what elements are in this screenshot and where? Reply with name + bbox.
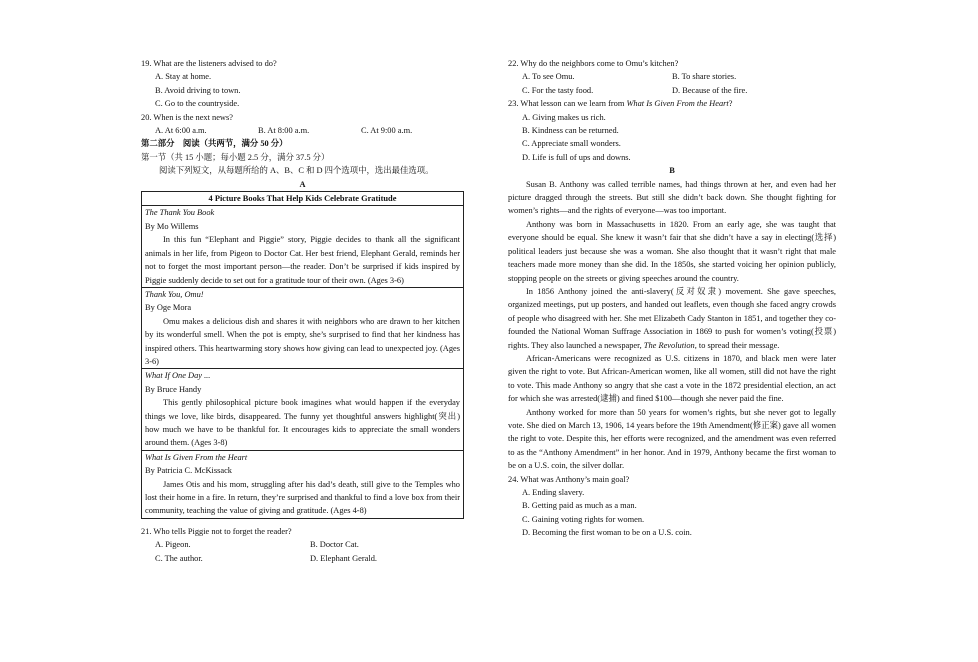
paragraph-3-end: , to spread their message.	[694, 340, 780, 350]
section-one-heading: 第一节（共 15 小题；每小题 2.5 分，满分 37.5 分）	[141, 152, 330, 162]
table-title: 4 Picture Books That Help Kids Celebrate Gratitude	[142, 192, 463, 206]
question-19-option-c[interactable]: C. Go to the countryside.	[155, 99, 240, 109]
question-23-option-d[interactable]: D. Life is full of ups and downs.	[522, 152, 631, 162]
question-20-option-b[interactable]: B. At 8:00 a.m.	[258, 126, 310, 136]
question-24-option-c[interactable]: C. Gaining voting rights for women.	[522, 514, 645, 524]
book-author: By Bruce Handy	[145, 384, 202, 394]
question-21-option-d[interactable]: D. Elephant Gerald.	[310, 553, 377, 563]
book-title: Thank You, Omu!	[145, 289, 204, 299]
book-title: What Is Given From the Heart	[145, 452, 248, 462]
picture-books-table	[141, 191, 464, 519]
book-description: In this fun “Elephant and Piggie” story, Piggie decides to thank all the significant animals in her life, from Pigeon to Doctor Cat. Her best friend, Elephant Gerald, reminds her not to forget the most important person—the reader. Don’t be surprised if kids inspired by Piggie suddenly decide to set out for a gratitude tour of their own. (Ages 3-6)	[145, 235, 460, 285]
question-19-stem: 19. What are the listeners advised to do?	[141, 59, 277, 68]
passage-b-paragraph-4: African-Americans were recognized as U.S. citizens in 1870, and black men were later given the right to vote. But African-American women, like all women, still did not have the right to vote. This made Anthony so angry that she cast a vote in the 1872 presidential election, an act for which she was arrested(逮捕) and fined $100—though she never paid the fine.	[508, 353, 836, 404]
question-22-option-a[interactable]: A. To see Omu.	[522, 72, 575, 82]
question-23-book-title: What Is Given From the Heart	[626, 99, 729, 109]
question-24-stem: 24. What was Anthony’s main goal?	[508, 474, 630, 484]
passage-b-paragraph-1: Susan B. Anthony was called terrible names, had things thrown at her, and even had her picture dragged through the streets. But still she didn’t back down. She thought fighting for women’s rights—and the rights of everyone—was too important.	[508, 179, 836, 216]
book-entry	[142, 206, 463, 287]
question-22-stem: 22. Why do the neighbors come to Omu’s kitchen?	[508, 59, 679, 68]
question-20-option-c[interactable]: C. At 9:00 a.m.	[361, 126, 413, 136]
question-23-stem-text: 23. What lesson can we learn from	[508, 99, 627, 109]
question-24-option-b[interactable]: B. Getting paid as much as a man.	[522, 501, 637, 511]
question-22-options-row2	[508, 84, 836, 97]
question-21-stem: 21. Who tells Piggie not to forget the reader?	[141, 526, 292, 536]
question-23-option-a[interactable]: A. Giving makes us rich.	[522, 112, 606, 122]
question-19-option-b[interactable]: B. Avoid driving to town.	[155, 85, 241, 95]
question-21-options-row2	[141, 552, 464, 565]
right-column	[508, 57, 836, 540]
passage-b-label: B	[669, 166, 675, 176]
question-23-stem-end: ?	[728, 99, 733, 109]
question-23-option-b[interactable]: B. Kindness can be returned.	[522, 126, 619, 136]
book-description: Omu makes a delicious dish and shares it with neighbors who are drawn to her kitchen by its wonderful smell. When the pot is empty, she’s surprised to find that her kindness has inspired others. This heartwarming story shows how giving can lead to unexpected joy. (Ages 3-6)	[145, 316, 460, 366]
paragraph-3-text: In 1856 Anthony joined the anti-slavery(反对奴隶) movement. She gave speeches, organized meetings, put up posters, and handed out leaflets, even though she faced angry crowds of people who disagreed with her. She met Elizabeth Cady Stanton in 1851, and together they co-founded the National Woman Suffrage Association in 1869 to push for women’s voting(投票) rights. They also launched a newspaper,	[508, 286, 836, 350]
question-21-options-row1	[141, 538, 464, 551]
reading-instruction: 阅读下列短文，从每题所给的 A、B、C 和 D 四个选项中，选出最佳选项。	[159, 166, 434, 176]
question-24-option-d[interactable]: D. Becoming the first woman to be on a U.S. coin.	[522, 528, 692, 538]
newspaper-title: The Revolution	[643, 340, 695, 350]
question-23-stem	[508, 97, 836, 110]
question-22-option-c[interactable]: C. For the tasty food.	[522, 85, 594, 95]
passage-b-paragraph-3	[508, 285, 836, 352]
left-column	[141, 57, 464, 565]
part-two-heading: 第二部分 阅读（共两节，满分 50 分）	[141, 139, 288, 149]
passage-b-paragraph-5: Anthony worked for more than 50 years for women’s rights, but she never got to legally vote. She died on March 13, 1906, 14 years before the 19th Amendment(修正案) gave all women the right to vote. Despite this, her efforts were recognized, and the amendment was even referred to as the “Anthony Amendment” in her honor. And in 1979, Anthony became the first woman to be on a U.S. coin, the silver dollar.	[508, 407, 836, 471]
book-title: The Thank You Book	[145, 208, 215, 218]
question-22-options-row1	[508, 70, 836, 83]
book-description: This gently philosophical picture book imagines what would happen if the everyday things we love, like birds, disappeared. The funny yet thoughtful answers highlight(突出) how much we have to be thankful for. It encourages kids to appreciate the small wonders around them. (Ages 3-8)	[145, 398, 460, 448]
question-19-option-a[interactable]: A. Stay at home.	[155, 72, 212, 82]
question-23-option-c[interactable]: C. Appreciate small wonders.	[522, 139, 621, 149]
book-author: By Patricia C. McKissack	[145, 466, 232, 476]
question-20-stem: 20. When is the next news?	[141, 112, 233, 122]
book-entry	[142, 369, 463, 450]
question-21-option-a[interactable]: A. Pigeon.	[155, 540, 191, 550]
book-title: What If One Day ...	[145, 371, 211, 381]
book-entry	[142, 288, 463, 369]
question-22-option-b[interactable]: B. To share stories.	[672, 72, 737, 82]
question-21-option-b[interactable]: B. Doctor Cat.	[310, 540, 359, 550]
book-author: By Mo Willems	[145, 221, 199, 231]
passage-b-paragraph-2: Anthony was born in Massachusetts in 1820. From an early age, she was taught that everyone should be equal. She knew it wasn’t fair that she didn’t have a say in electing(选择) political leaders just because she was a woman. She also thought that it wasn’t right that male teachers made more money than she did. In the 1850s, she started voicing her opinion publicly, stopping people on the streets or giving speeches around the country.	[508, 219, 836, 283]
question-21-option-c[interactable]: C. The author.	[155, 553, 203, 563]
book-entry	[142, 451, 463, 518]
passage-a-label: A	[299, 179, 306, 189]
book-author: By Oge Mora	[145, 303, 192, 313]
question-22-option-d[interactable]: D. Because of the fire.	[672, 85, 748, 95]
question-20-option-a[interactable]: A. At 6:00 a.m.	[155, 126, 207, 136]
book-description: James Otis and his mom, struggling after his dad’s death, still give to the Temples who lost their home in a fire. In return, they’re surprised and thankful to find a love box from their community, teaching the value of giving and gratitude. (Ages 4-8)	[145, 479, 460, 516]
question-24-option-a[interactable]: A. Ending slavery.	[522, 488, 585, 497]
question-20-options	[141, 124, 464, 137]
